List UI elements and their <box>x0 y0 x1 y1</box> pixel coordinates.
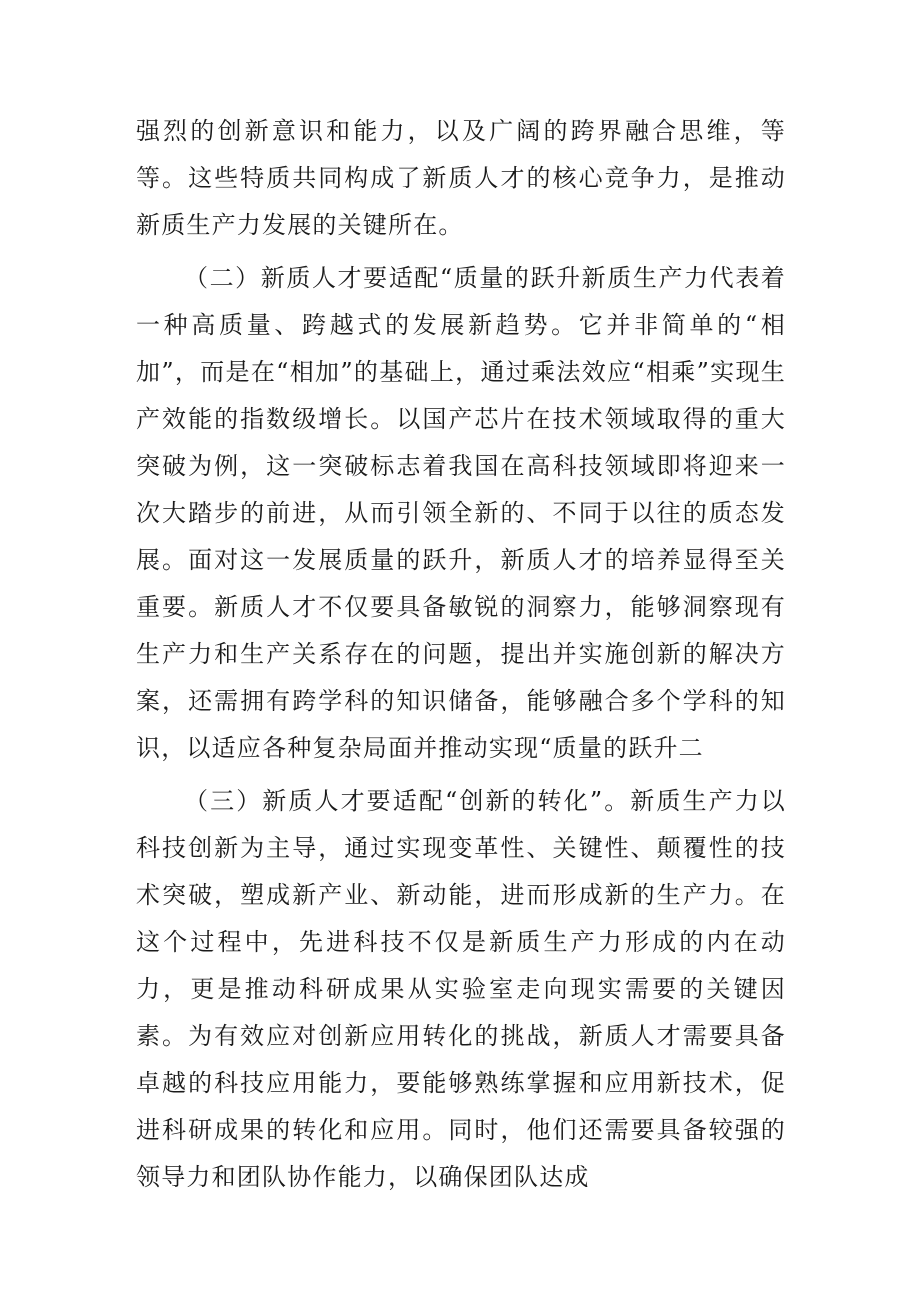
body-text <box>136 108 786 1207</box>
paragraph-continuation: 强烈的创新意识和能力，以及广阔的跨界融合思维，等等。这些特质共同构成了新质人才的核心竞争力，是推动新质生产力发展的关键所在。 <box>136 117 786 239</box>
paragraph-section-three: （三）新质人才要适配“创新的转化”。新质生产力以科技创新为主导，通过实现变革性、关键性、颠覆性的技术突破，塑成新产业、新动能，进而形成新的生产力。在这个过程中，先进科技不仅是新质生产力形成的内在动力，更是推动科研成果从实验室走向现实需要的关键因素。为有效应对创新应用转化的挑战，新质人才需要具备卓越的科技应用能力，要能够熟练掌握和应用新技术，促进科研成果的转化和应用。同时，他们还需要具备较强的领导力和团队协作能力，以确保团队达成 <box>136 787 786 1191</box>
paragraph-section-two: （二）新质人才要适配“质量的跃升新质生产力代表着一种高质量、跨越式的发展新趋势。它并非简单的“相加”，而是在“相加”的基础上，通过乘法效应“相乘”实现生产效能的指数级增长。以国产芯片在技术领域取得的重大突破为例，这一突破标志着我国在高科技领域即将迎来一次大踏步的前进，从而引领全新的、不同于以往的质态发展。面对这一发展质量的跃升，新质人才的培养显得至关重要。新质人才不仅要具备敏锐的洞察力，能够洞察现有生产力和生产关系存在的问题，提出并实施创新的解决方案，还需拥有跨学科的知识储备，能够融合多个学科的知识，以适应各种复杂局面并推动实现“质量的跃升二 <box>136 264 786 762</box>
